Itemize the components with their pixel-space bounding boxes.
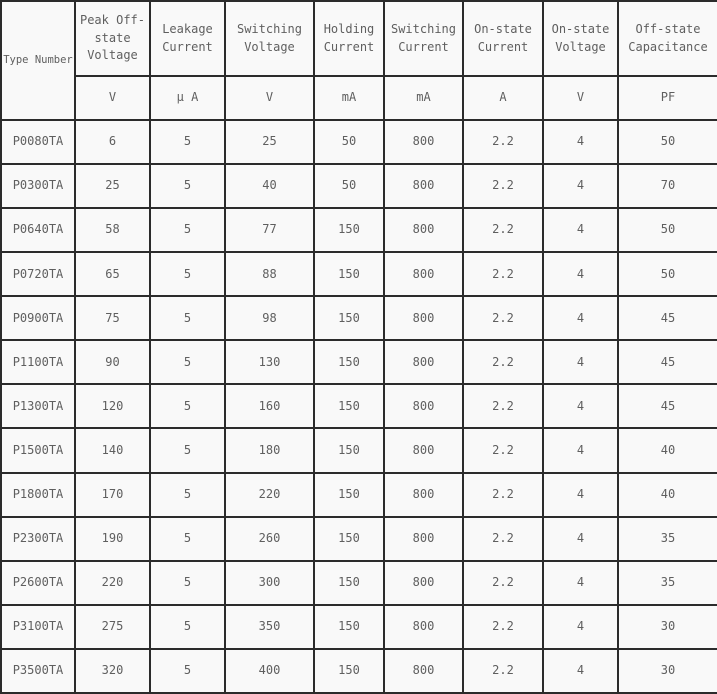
value-cell: 4	[543, 252, 618, 296]
value-cell: 2.2	[463, 428, 543, 472]
value-cell: 220	[225, 473, 314, 517]
value-cell: 5	[150, 517, 225, 561]
value-cell: 140	[75, 428, 150, 472]
value-cell: 150	[314, 473, 384, 517]
table-row	[1, 208, 717, 252]
value-cell: 5	[150, 340, 225, 384]
value-cell: 50	[314, 120, 384, 164]
col-header-switching-current: Switching Current	[384, 1, 463, 76]
value-cell: 50	[618, 208, 717, 252]
unit-on-state-current: A	[463, 76, 543, 120]
table-row	[1, 252, 717, 296]
col-header-on-state-current: On-state Current	[463, 1, 543, 76]
value-cell: 260	[225, 517, 314, 561]
value-cell: 800	[384, 649, 463, 693]
col-header-type-number: Type Number	[1, 1, 75, 120]
unit-switching-current: mA	[384, 76, 463, 120]
value-cell: 25	[225, 120, 314, 164]
value-cell: 800	[384, 208, 463, 252]
value-cell: 5	[150, 120, 225, 164]
col-header-leakage-current: Leakage Current	[150, 1, 225, 76]
value-cell: 30	[618, 605, 717, 649]
value-cell: 98	[225, 296, 314, 340]
value-cell: 150	[314, 561, 384, 605]
value-cell: 800	[384, 561, 463, 605]
value-cell: 800	[384, 605, 463, 649]
value-cell: 150	[314, 605, 384, 649]
value-cell: 4	[543, 649, 618, 693]
value-cell: 88	[225, 252, 314, 296]
table-row	[1, 164, 717, 208]
value-cell: 4	[543, 208, 618, 252]
value-cell: 800	[384, 473, 463, 517]
value-cell: 35	[618, 517, 717, 561]
table-row	[1, 120, 717, 164]
value-cell: 4	[543, 384, 618, 428]
value-cell: 350	[225, 605, 314, 649]
type-number-cell: P0900TA	[1, 296, 75, 340]
value-cell: 2.2	[463, 164, 543, 208]
value-cell: 4	[543, 605, 618, 649]
value-cell: 4	[543, 164, 618, 208]
unit-off-state-capacitance: PF	[618, 76, 717, 120]
value-cell: 800	[384, 340, 463, 384]
value-cell: 800	[384, 296, 463, 340]
value-cell: 300	[225, 561, 314, 605]
col-header-off-state-capacitance: Off-state Capacitance	[618, 1, 717, 76]
value-cell: 2.2	[463, 208, 543, 252]
unit-leakage-current: μ A	[150, 76, 225, 120]
col-header-on-state-voltage: On-state Voltage	[543, 1, 618, 76]
value-cell: 4	[543, 561, 618, 605]
value-cell: 5	[150, 473, 225, 517]
table-row	[1, 384, 717, 428]
value-cell: 150	[314, 384, 384, 428]
value-cell: 5	[150, 208, 225, 252]
value-cell: 2.2	[463, 340, 543, 384]
col-header-switching-voltage: Switching Voltage	[225, 1, 314, 76]
unit-switching-voltage: V	[225, 76, 314, 120]
unit-on-state-voltage: V	[543, 76, 618, 120]
value-cell: 58	[75, 208, 150, 252]
value-cell: 320	[75, 649, 150, 693]
value-cell: 800	[384, 428, 463, 472]
type-number-cell: P1800TA	[1, 473, 75, 517]
type-number-cell: P1300TA	[1, 384, 75, 428]
value-cell: 150	[314, 517, 384, 561]
value-cell: 800	[384, 517, 463, 561]
unit-holding-current: mA	[314, 76, 384, 120]
value-cell: 275	[75, 605, 150, 649]
value-cell: 800	[384, 120, 463, 164]
value-cell: 150	[314, 208, 384, 252]
value-cell: 180	[225, 428, 314, 472]
type-number-cell: P1500TA	[1, 428, 75, 472]
value-cell: 800	[384, 252, 463, 296]
value-cell: 4	[543, 340, 618, 384]
value-cell: 6	[75, 120, 150, 164]
table-row	[1, 340, 717, 384]
type-number-cell: P0300TA	[1, 164, 75, 208]
value-cell: 35	[618, 561, 717, 605]
table-units-row	[1, 76, 717, 120]
value-cell: 90	[75, 340, 150, 384]
value-cell: 150	[314, 340, 384, 384]
type-number-cell: P0720TA	[1, 252, 75, 296]
value-cell: 800	[384, 384, 463, 428]
value-cell: 5	[150, 605, 225, 649]
table-row	[1, 649, 717, 693]
type-number-cell: P3500TA	[1, 649, 75, 693]
value-cell: 5	[150, 296, 225, 340]
col-header-holding-current: Holding Current	[314, 1, 384, 76]
value-cell: 2.2	[463, 473, 543, 517]
value-cell: 50	[618, 252, 717, 296]
value-cell: 130	[225, 340, 314, 384]
value-cell: 45	[618, 384, 717, 428]
value-cell: 2.2	[463, 649, 543, 693]
table-row	[1, 473, 717, 517]
value-cell: 160	[225, 384, 314, 428]
value-cell: 50	[314, 164, 384, 208]
value-cell: 70	[618, 164, 717, 208]
value-cell: 4	[543, 296, 618, 340]
value-cell: 2.2	[463, 384, 543, 428]
value-cell: 4	[543, 428, 618, 472]
value-cell: 40	[225, 164, 314, 208]
value-cell: 4	[543, 120, 618, 164]
value-cell: 25	[75, 164, 150, 208]
table-row	[1, 296, 717, 340]
value-cell: 2.2	[463, 605, 543, 649]
value-cell: 4	[543, 473, 618, 517]
value-cell: 2.2	[463, 561, 543, 605]
value-cell: 5	[150, 384, 225, 428]
table-row	[1, 517, 717, 561]
value-cell: 150	[314, 428, 384, 472]
type-number-cell: P2300TA	[1, 517, 75, 561]
type-number-cell: P1100TA	[1, 340, 75, 384]
value-cell: 4	[543, 517, 618, 561]
value-cell: 120	[75, 384, 150, 428]
type-number-cell: P2600TA	[1, 561, 75, 605]
value-cell: 30	[618, 649, 717, 693]
value-cell: 50	[618, 120, 717, 164]
table-row	[1, 428, 717, 472]
value-cell: 40	[618, 428, 717, 472]
value-cell: 5	[150, 428, 225, 472]
value-cell: 45	[618, 340, 717, 384]
value-cell: 800	[384, 164, 463, 208]
value-cell: 170	[75, 473, 150, 517]
value-cell: 5	[150, 252, 225, 296]
value-cell: 150	[314, 296, 384, 340]
unit-peak-off-state-voltage: V	[75, 76, 150, 120]
value-cell: 5	[150, 561, 225, 605]
value-cell: 75	[75, 296, 150, 340]
type-number-cell: P3100TA	[1, 605, 75, 649]
value-cell: 77	[225, 208, 314, 252]
value-cell: 5	[150, 649, 225, 693]
table-row	[1, 561, 717, 605]
col-header-peak-off-state-voltage: Peak Off-state Voltage	[75, 1, 150, 76]
value-cell: 2.2	[463, 252, 543, 296]
value-cell: 65	[75, 252, 150, 296]
value-cell: 2.2	[463, 120, 543, 164]
value-cell: 150	[314, 649, 384, 693]
value-cell: 150	[314, 252, 384, 296]
value-cell: 2.2	[463, 296, 543, 340]
value-cell: 220	[75, 561, 150, 605]
type-number-cell: P0640TA	[1, 208, 75, 252]
value-cell: 2.2	[463, 517, 543, 561]
value-cell: 45	[618, 296, 717, 340]
value-cell: 400	[225, 649, 314, 693]
value-cell: 40	[618, 473, 717, 517]
value-cell: 5	[150, 164, 225, 208]
type-number-cell: P0080TA	[1, 120, 75, 164]
value-cell: 190	[75, 517, 150, 561]
table-header-row	[1, 1, 717, 76]
table-row	[1, 605, 717, 649]
